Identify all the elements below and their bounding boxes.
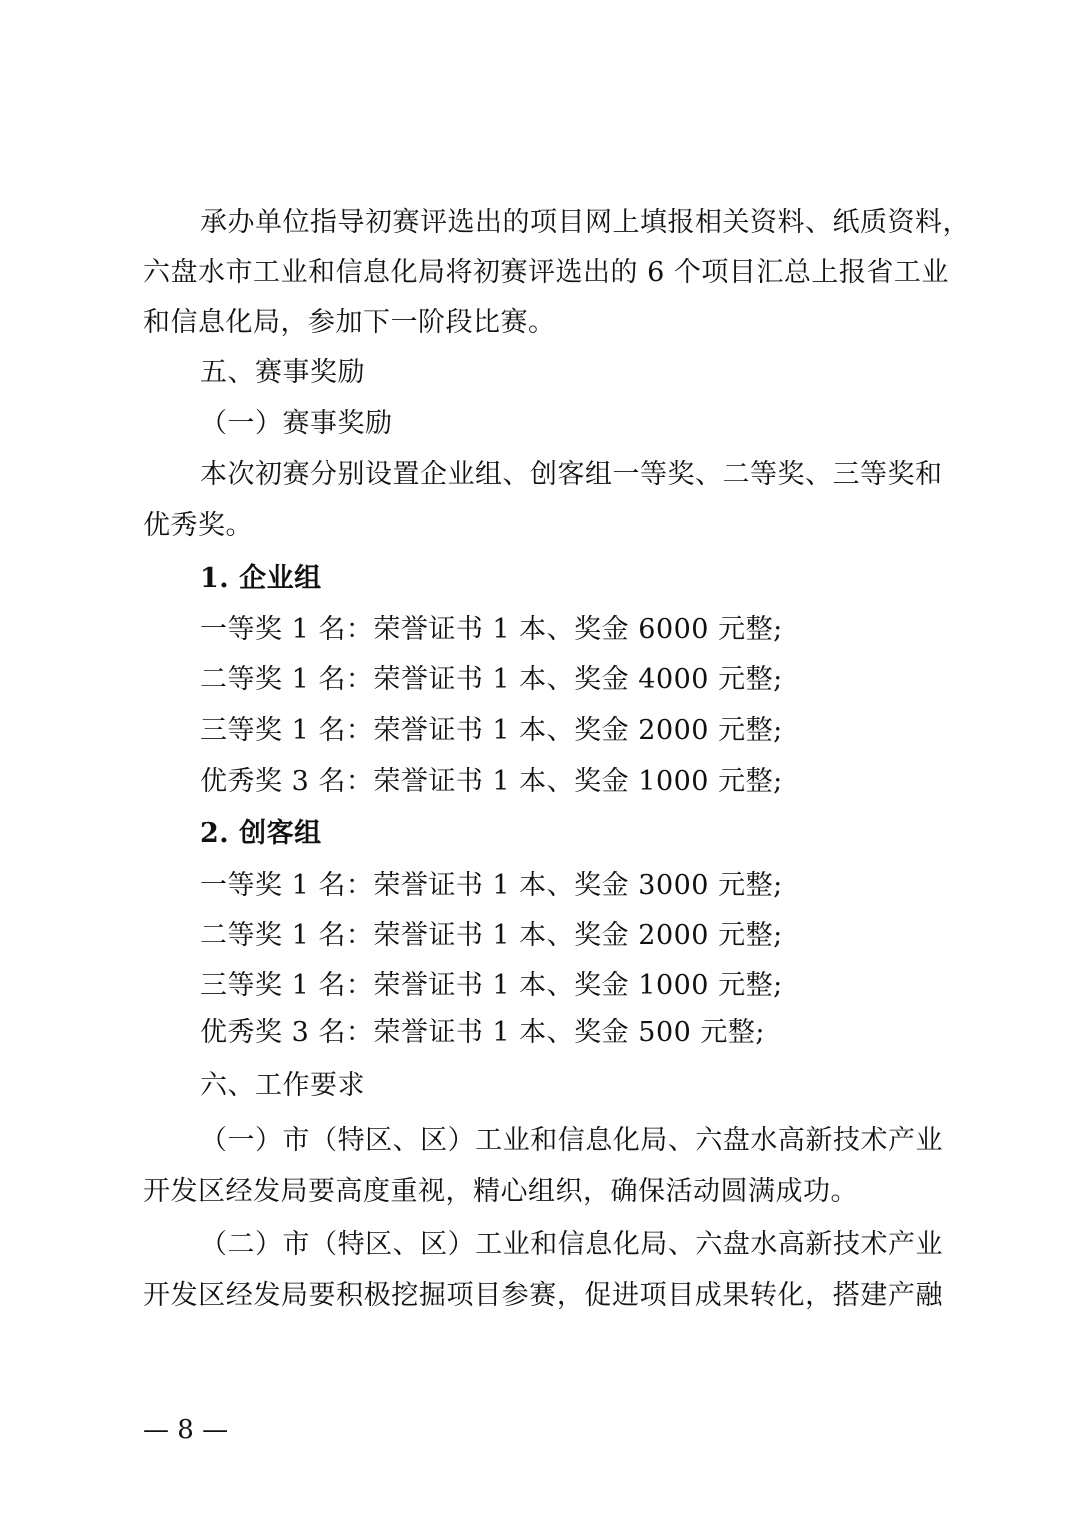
paragraph-line: 优秀奖。: [143, 510, 253, 541]
subsection-heading: （一）赛事奖励: [200, 408, 393, 439]
award-line: 优秀奖 3 名：荣誉证书 1 本、奖金 500 元整;: [200, 1017, 765, 1048]
paragraph-line: （二）市（特区、区）工业和信息化局、六盘水高新技术产业: [200, 1229, 943, 1260]
group-title-enterprise: 1. 企业组: [200, 563, 322, 594]
page-number: — 8 —: [143, 1415, 229, 1445]
section-heading: 六、工作要求: [200, 1070, 365, 1101]
award-line: 三等奖 1 名：荣誉证书 1 本、奖金 1000 元整;: [200, 970, 783, 1001]
section-heading: 五、赛事奖励: [200, 357, 365, 388]
group-title-maker: 2. 创客组: [200, 818, 322, 849]
paragraph-line: 六盘水市工业和信息化局将初赛评选出的 6 个项目汇总上报省工业: [143, 257, 949, 288]
paragraph-line: 和信息化局，参加下一阶段比赛。: [143, 307, 556, 338]
award-line: 三等奖 1 名：荣誉证书 1 本、奖金 2000 元整;: [200, 715, 783, 746]
award-line: 二等奖 1 名：荣誉证书 1 本、奖金 2000 元整;: [200, 920, 783, 951]
paragraph-line: 承办单位指导初赛评选出的项目网上填报相关资料、纸质资料，: [200, 207, 970, 238]
paragraph-line: 本次初赛分别设置企业组、创客组一等奖、二等奖、三等奖和: [200, 459, 943, 490]
award-line: 优秀奖 3 名：荣誉证书 1 本、奖金 1000 元整;: [200, 766, 783, 797]
paragraph-line: 开发区经发局要积极挖掘项目参赛，促进项目成果转化，搭建产融: [143, 1280, 943, 1311]
paragraph-line: （一）市（特区、区）工业和信息化局、六盘水高新技术产业: [200, 1125, 943, 1156]
award-line: 一等奖 1 名：荣誉证书 1 本、奖金 6000 元整;: [200, 614, 783, 645]
award-line: 一等奖 1 名：荣誉证书 1 本、奖金 3000 元整;: [200, 870, 783, 901]
award-line: 二等奖 1 名：荣誉证书 1 本、奖金 4000 元整;: [200, 664, 783, 695]
paragraph-line: 开发区经发局要高度重视，精心组织，确保活动圆满成功。: [143, 1176, 858, 1207]
